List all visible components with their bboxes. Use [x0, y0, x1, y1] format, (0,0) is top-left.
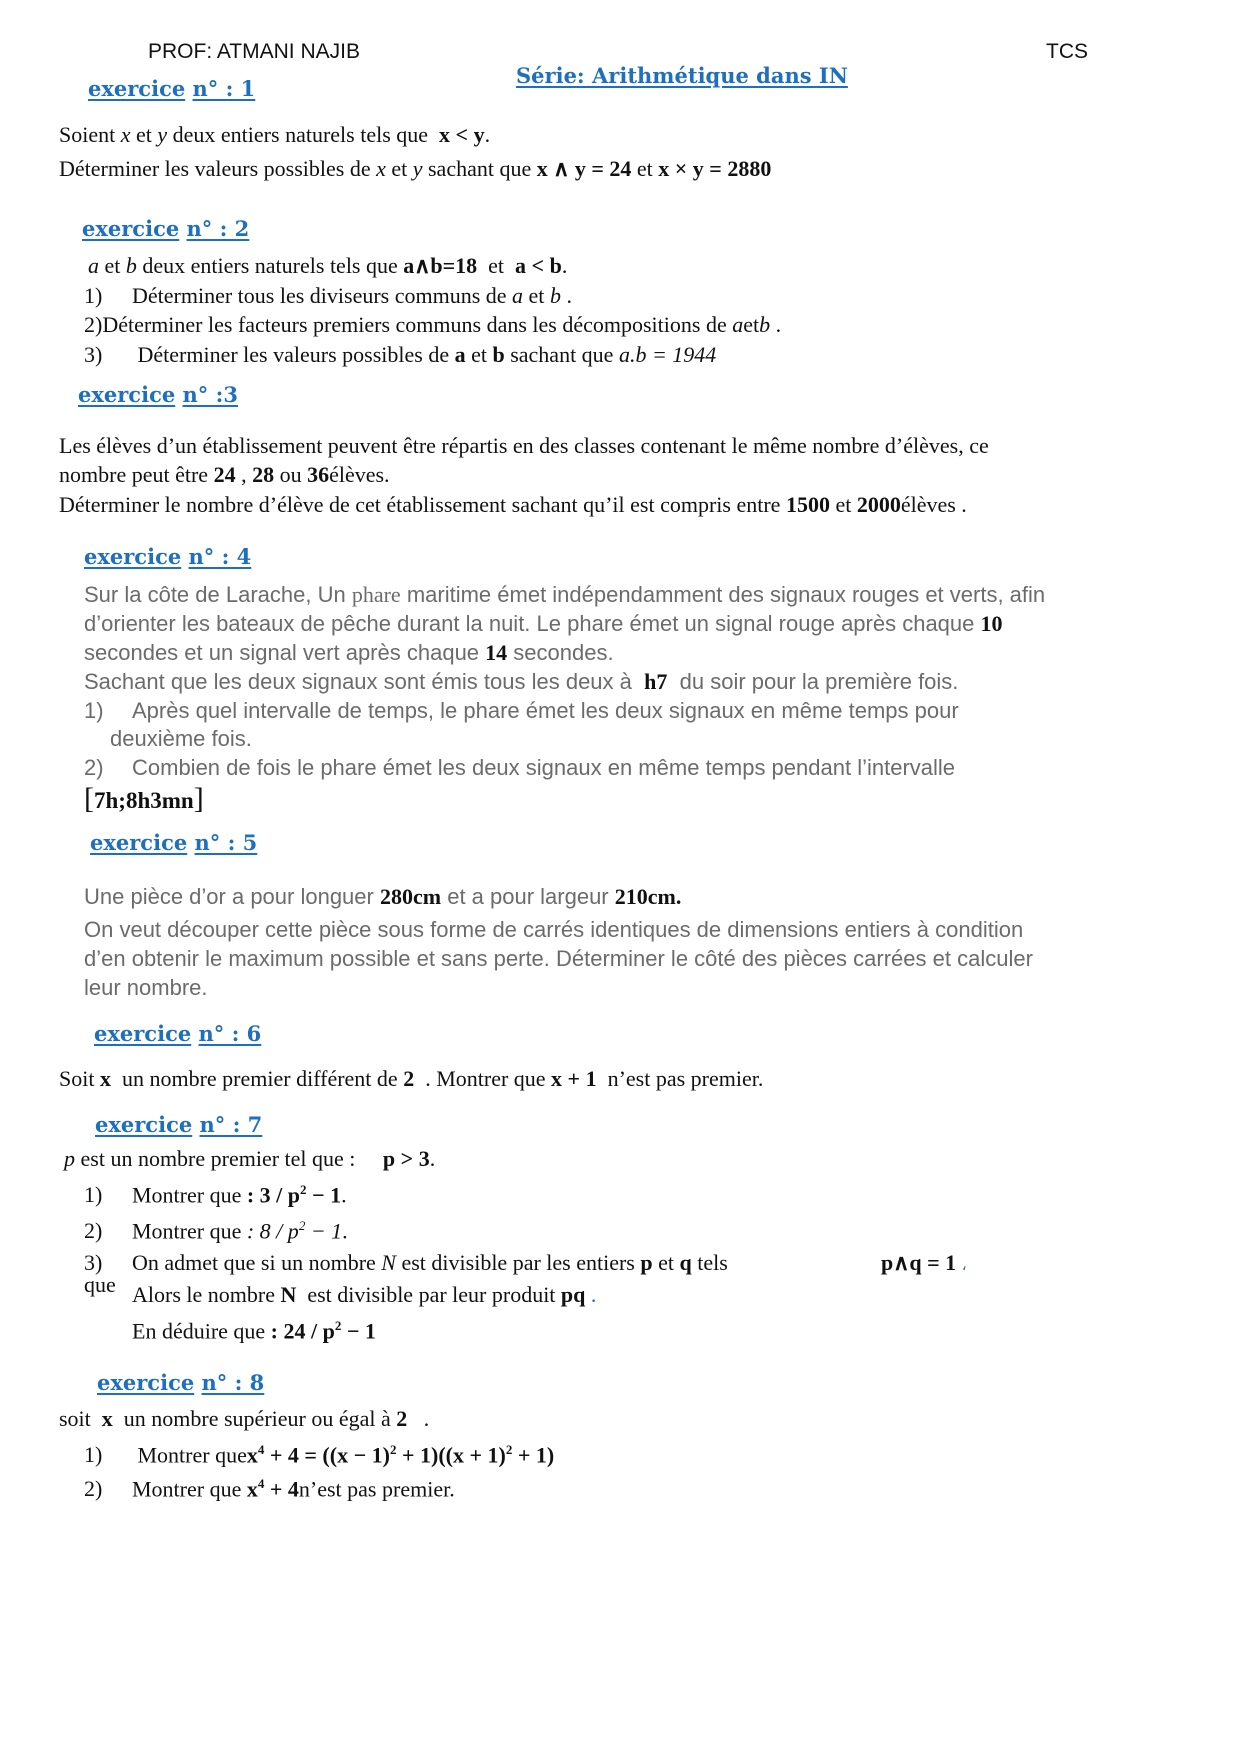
ex4-question1: 1) Après quel intervalle de temps, le phare émet les deux signaux en même temps pour	[84, 698, 959, 723]
exercise-3-heading: exercice n° :3	[78, 382, 238, 407]
ex4-line1: Sur la côte de Larache, Un phare maritime émet indépendamment des signaux rouges et verts, afin	[84, 582, 1046, 607]
exercise-5-heading: exercice n° : 5	[90, 830, 258, 855]
ex7-line5: En déduire que : $24 / p^2 - 1$	[132, 1318, 376, 1344]
ex7-question2: 2) Montrer que : $8 / p^2 - 1$.	[84, 1218, 348, 1244]
ex4-line3: secondes et un signal vert après chaque 14 secondes.	[84, 640, 614, 665]
ex4-interval: [7h;8h3mn]	[84, 782, 204, 815]
ex7-question1: 1) Montrer que : $3 / p^2 - 1$.	[84, 1182, 347, 1208]
exercise-2-heading: exercice n° : 2	[82, 216, 250, 241]
ex1-line1: Soient x et y deux entiers naturels tels que x < y.	[59, 122, 491, 147]
ex7-que: que	[84, 1272, 116, 1297]
exercise-6-heading: exercice n° : 6	[94, 1021, 262, 1046]
ex1-line2: Déterminer les valeurs possibles de x et y sachant que x ∧ y = 24 et x × y = 2880	[59, 156, 772, 181]
ex7-line1: p est un nombre premier tel que : p > 3.	[64, 1146, 436, 1171]
author: PROF: ATMANI NAJIB	[148, 40, 360, 63]
level: TCS	[1046, 40, 1088, 63]
ex5-line2: On veut découper cette pièce sous forme de carrés identiques de dimensions entiers à condition	[84, 917, 1024, 942]
ex8-question2: 2) Montrer que $x^4$ + 4n’est pas premier.	[84, 1476, 455, 1502]
ex8-question1: 1) Montrer quex$^4$ + $4 = ((x - 1)^2 + 1)((x + 1)^2 + 1)$	[84, 1442, 555, 1468]
ex4-line2: d’orienter les bateaux de pêche durant la nuit. Le phare émet un signal rouge après chaque 10	[84, 611, 1003, 636]
ex3-line3: Déterminer le nombre d’élève de cet établissement sachant qu’il est compris entre 1500 et 2000élèves .	[59, 492, 967, 517]
ex2-question3: 3) Déterminer les valeurs possibles de a et b sachant que a.b = 1944	[84, 342, 717, 367]
exercise-7-heading: exercice n° : 7	[95, 1112, 263, 1137]
ex5-line1: Une pièce d’or a pour longuer 280cm et a pour largeur 210cm.	[84, 884, 682, 909]
exercise-8-heading: exercice n° : 8	[97, 1370, 265, 1395]
exercise-1-heading: exercice n° : 1	[88, 76, 256, 101]
ex4-question1-cont: deuxième fois.	[110, 726, 252, 751]
ex2-question2: 2)Déterminer les facteurs premiers communs dans les décompositions de aetb .	[84, 312, 782, 337]
ex8-line1: soit x un nombre supérieur ou égal à 2 .	[59, 1406, 430, 1431]
ex4-question2: 2) Combien de fois le phare émet les deux signaux en même temps pendant l’intervalle	[84, 755, 956, 780]
ex7-line4: Alors le nombre N est divisible par leur produit pq .	[132, 1282, 597, 1307]
ex3-line2: nombre peut être 24 , 28 ou 36élèves.	[59, 462, 390, 487]
ex2-line1: a et b deux entiers naturels tels que a∧b=18 et a < b.	[88, 253, 568, 278]
ex7-coprime-condition: p∧q = 1 ،	[881, 1250, 967, 1275]
series-title: Série: Arithmétique dans IN	[516, 63, 848, 88]
ex3-line1: Les élèves d’un établissement peuvent être répartis en des classes contenant le même nombre d’élèves, ce	[59, 433, 989, 458]
ex7-question3: 3) On admet que si un nombre N est divisible par les entiers p et q tels	[84, 1250, 728, 1275]
ex5-line3: d’en obtenir le maximum possible et sans perte. Déterminer le côté des pièces carrées et calculer	[84, 946, 1033, 971]
ex6-line: Soit x un nombre premier différent de 2 . Montrer que x + 1 n’est pas premier.	[59, 1066, 764, 1091]
exercise-4-heading: exercice n° : 4	[84, 544, 252, 569]
ex2-question1: 1) Déterminer tous les diviseurs communs de a et b .	[84, 283, 572, 308]
ex4-line4: Sachant que les deux signaux sont émis tous les deux à h7 du soir pour la première fois.	[84, 669, 959, 694]
ex5-line4: leur nombre.	[84, 975, 208, 1000]
